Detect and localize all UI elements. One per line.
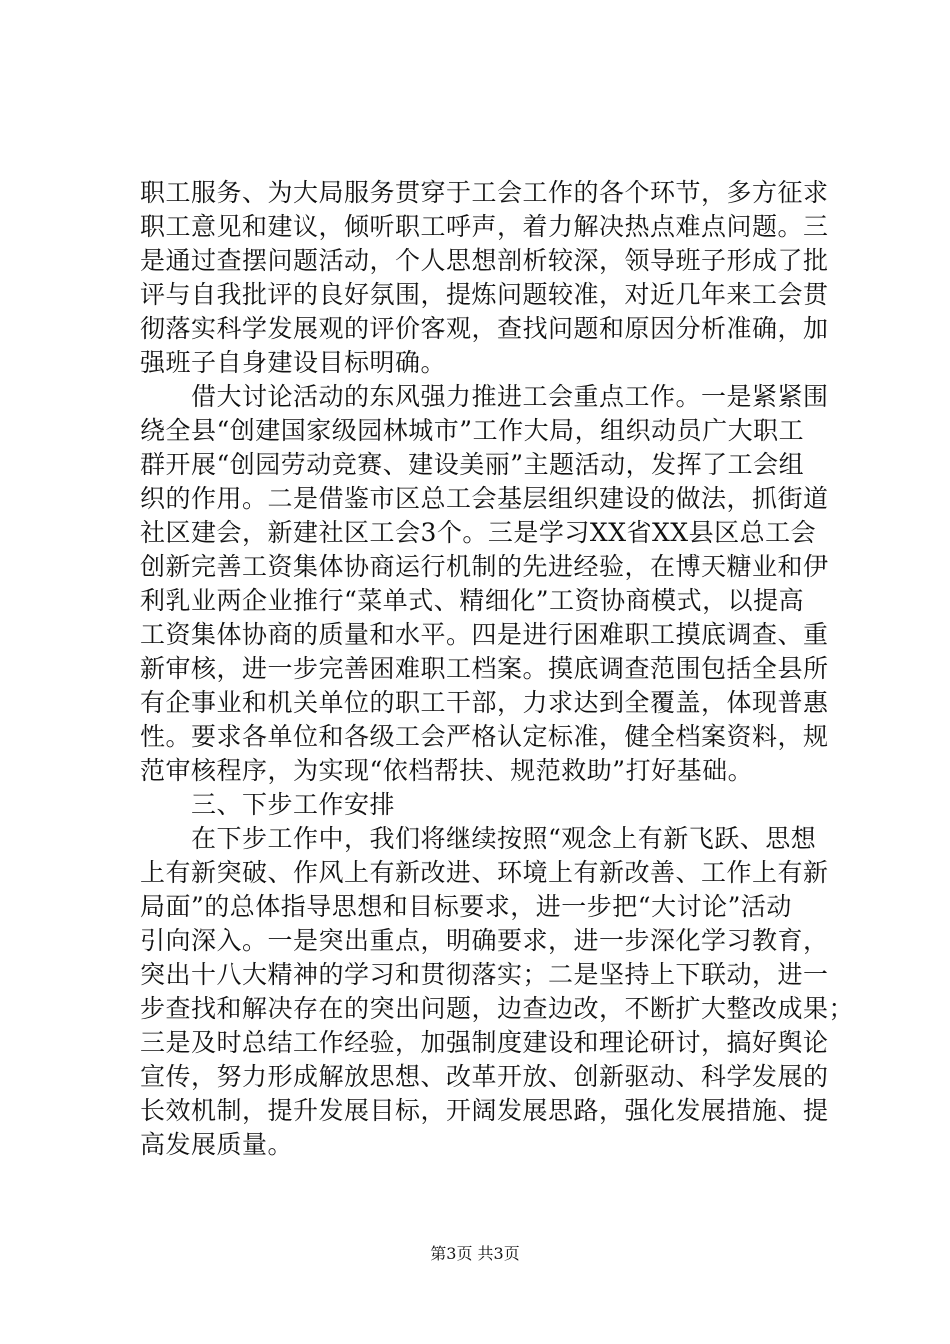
text-line: 范审核程序，为实现“依档帮扶、规范救助”打好基础。 (140, 756, 754, 785)
text-line: 局面”的总体指导思想和目标要求，进一步把“大讨论”活动 (140, 892, 792, 921)
body-text (140, 176, 855, 1162)
text-line: 职工意见和建议，倾听职工呼声，着力解决热点难点问题。三 (140, 212, 829, 241)
text-line: 有企事业和机关单位的职工干部，力求达到全覆盖，体现普惠 (140, 688, 829, 717)
text-line: 长效机制，提升发展目标，开阔发展思路，强化发展措施、提 (140, 1096, 829, 1125)
text-line: 评与自我批评的良好氛围，提炼问题较准，对近几年来工会贯 (140, 280, 829, 309)
text-line: 三是及时总结工作经验，加强制度建设和理论研讨，搞好舆论 (140, 1028, 829, 1057)
text-line: 性。要求各单位和各级工会严格认定标准，健全档案资料，规 (140, 722, 829, 751)
text-line: 利乳业两企业推行“菜单式、精细化”工资协商模式，以提高 (140, 586, 805, 615)
text-line: 宣传，努力形成解放思想、改革开放、创新驱动、科学发展的 (140, 1062, 829, 1091)
text-line: 工资集体协商的质量和水平。四是进行困难职工摸底调查、重 (140, 620, 829, 649)
text-line: 高发展质量。 (140, 1130, 294, 1159)
text-line: 绕全县“创建国家级园林城市”工作大局，组织动员广大职工 (140, 416, 805, 445)
text-line: 社区建会，新建社区工会3个。三是学习XX省XX县区总工会 (140, 518, 817, 547)
text-line: 强班子自身建设目标明确。 (140, 348, 447, 377)
text-line: 职工服务、为大局服务贯穿于工会工作的各个环节，多方征求 (140, 178, 829, 207)
text-line: 引向深入。一是突出重点，明确要求，进一步深化学习教育， (140, 926, 829, 955)
text-line: 织的作用。二是借鉴市区总工会基层组织建设的做法，抓街道 (140, 484, 829, 513)
text-line: 上有新突破、作风上有新改进、环境上有新改善、工作上有新 (140, 858, 829, 887)
text-line: 是通过查摆问题活动，个人思想剖析较深，领导班子形成了批 (140, 246, 829, 275)
text-line: 群开展“创园劳动竞赛、建设美丽”主题活动，发挥了工会组 (140, 450, 805, 479)
text-line: 新审核，进一步完善困难职工档案。摸底调查范围包括全县所 (140, 654, 829, 683)
text-line: 突出十八大精神的学习和贯彻落实；二是坚持上下联动，进一 (140, 960, 829, 989)
text-line: 彻落实科学发展观的评价客观，查找问题和原因分析准确，加 (140, 314, 829, 343)
text-line: 借大讨论活动的东风强力推进工会重点工作。一是紧紧围 (140, 382, 829, 411)
text-line: 创新完善工资集体协商运行机制的先进经验，在博天糖业和伊 (140, 552, 829, 581)
section-heading: 三、下步工作安排 (140, 790, 396, 819)
text-line: 步查找和解决存在的突出问题，边查边改，不断扩大整改成果； (140, 994, 855, 1023)
page-number-footer: 第3页 共3页 (430, 1244, 520, 1263)
text-line: 在下步工作中，我们将继续按照“观念上有新飞跃、思想 (140, 824, 817, 853)
